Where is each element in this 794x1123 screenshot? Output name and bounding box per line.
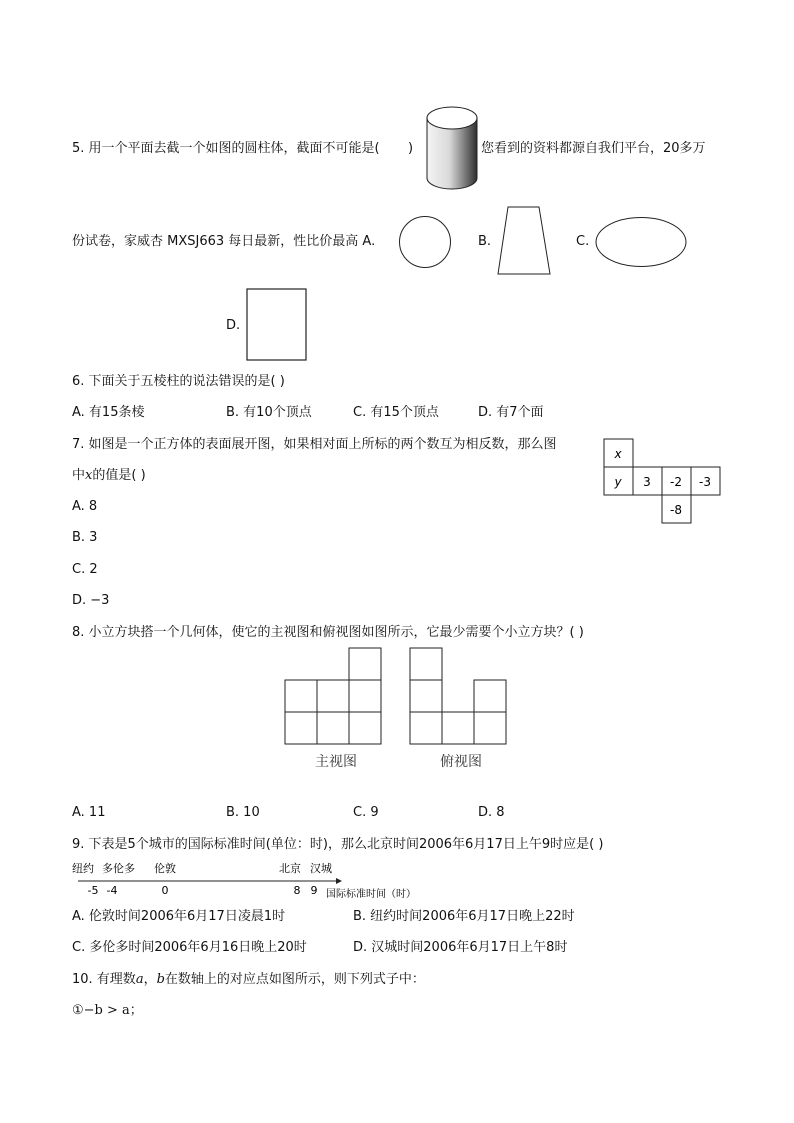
q5-line1: [72, 140, 380, 158]
value-beijing: 8: [293, 884, 301, 897]
q5-option-d-label: D.: [226, 318, 241, 333]
q7-option-c: C. 2: [72, 562, 98, 577]
net-minus-3: -3: [699, 475, 711, 489]
top-view-label: 俯视图: [440, 754, 482, 770]
city-beijing: 北京: [279, 862, 301, 875]
q6-option-c: C. 有15个顶点: [353, 405, 439, 420]
q10-suffix: 在数轴上的对应点如图所示，则下列式子中：: [164, 972, 425, 987]
axis-label: 国际标准时间（时）: [326, 889, 416, 900]
net-x: x: [614, 447, 622, 461]
front-view-label: 主视图: [315, 754, 357, 770]
front-view-diagram: [284, 646, 384, 746]
cube-net-diagram: [603, 438, 725, 528]
value-new-york: -5: [87, 884, 99, 897]
city-seoul: 汉城: [310, 862, 332, 875]
q10-question: [72, 971, 425, 989]
circle-option-a: [398, 215, 452, 269]
axis-arrow: [336, 878, 342, 884]
q5-option-c-label: C.: [576, 234, 590, 249]
q9-option-d: D. 汉城时间2006年6月17日上午8时: [353, 940, 568, 955]
value-london: 0: [161, 884, 169, 897]
top-view-diagram: [409, 646, 509, 746]
q5-watermark-line1: 您看到的资料都源自我们平台，20多万: [481, 141, 706, 156]
q5-option-b-label: B.: [478, 234, 492, 249]
q5-question-prefix: 5. 用一个平面去截一个如图的圆柱体，截面不可能是(: [72, 141, 380, 156]
q8-option-a: A. 11: [72, 805, 106, 820]
q10-separator: ，: [143, 972, 157, 987]
net-3: 3: [643, 475, 651, 489]
q7-variable-x: x: [85, 468, 93, 483]
rectangle-option-d: [246, 288, 308, 362]
q8-option-d: D. 8: [478, 805, 505, 820]
q8-option-b: B. 10: [226, 805, 260, 820]
value-toronto: -4: [106, 884, 118, 897]
q9-option-b: B. 纽约时间2006年6月17日晚上22时: [353, 909, 575, 924]
q8-question: 8. 小立方块搭一个几何体，使它的主视图和俯视图如图所示，它最少需要个小立方块？( ): [72, 625, 584, 640]
time-zone-number-line: [70, 858, 440, 902]
value-seoul: 9: [310, 884, 318, 897]
net-y: y: [614, 475, 622, 489]
q7-option-d: D. −3: [72, 593, 110, 608]
q9-option-c: C. 多伦多时间2006年6月16日晚上20时: [72, 940, 307, 955]
q10-item-1: ①−b > a；: [72, 1003, 143, 1018]
net-minus-8: -8: [670, 503, 682, 517]
q10-prefix: 10. 有理数: [72, 972, 136, 987]
q7-line2: [72, 467, 146, 485]
q10-variable-b: b: [156, 972, 165, 987]
q7-option-a: A. 8: [72, 499, 98, 514]
q6-option-b: B. 有10个顶点: [226, 405, 312, 420]
q7-option-b: B. 3: [72, 530, 98, 545]
q8-option-c: C. 9: [353, 805, 379, 820]
city-new-york: 纽约: [72, 862, 94, 875]
city-london: 伦敦: [154, 862, 176, 875]
q7-line1: 7. 如图是一个正方体的表面展开图，如果相对面上所标的两个数互为相反数，那么图: [72, 437, 557, 452]
q6-option-d: D. 有7个面: [478, 405, 544, 420]
q10-variable-a: a: [135, 972, 144, 987]
trapezoid-option-b: [496, 206, 552, 276]
cylinder-figure: [424, 104, 480, 192]
city-toronto: 多伦多: [102, 862, 135, 875]
q5-line2: 份试卷，家威杏 MXSJ663 每日最新，性比价最高 A.: [72, 234, 376, 249]
q9-option-a: A. 伦敦时间2006年6月17日凌晨1时: [72, 909, 286, 924]
q7-line2-prefix: 中: [72, 468, 86, 483]
q7-line2-suffix: 的值是( ): [92, 468, 146, 483]
ellipse-option-c: [594, 215, 688, 269]
q6-option-a: A. 有15条棱: [72, 405, 145, 420]
q5-paren-close: ): [408, 141, 414, 156]
q9-question: 9. 下表是5个城市的国际标准时间(单位：时)，那么北京时间2006年6月17日上午9时应是( ): [72, 837, 604, 852]
q6-question: 6. 下面关于五棱柱的说法错误的是( ): [72, 374, 285, 389]
net-minus-2: -2: [670, 475, 682, 489]
